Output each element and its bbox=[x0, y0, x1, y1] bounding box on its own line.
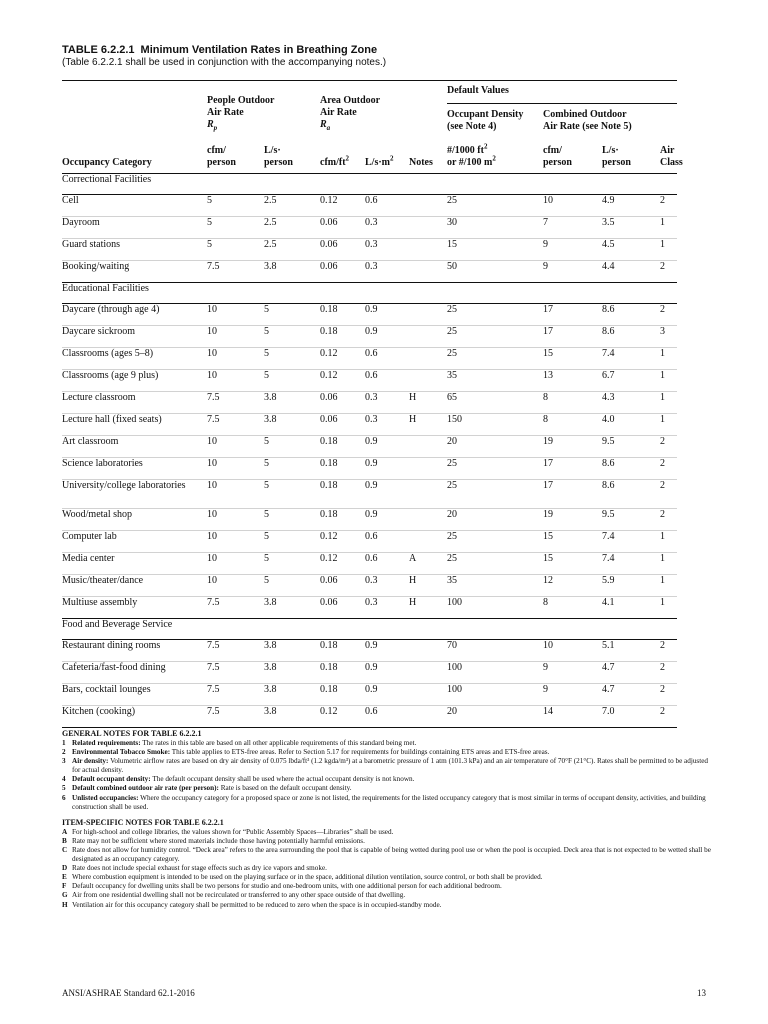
table-subtitle: (Table 6.2.2.1 shall be used in conjunction with the accompanying notes.) bbox=[62, 57, 387, 68]
item-note: B Rate may not be sufficient where stored materials include those having potentially harmful emissions. bbox=[62, 836, 365, 845]
occupant-density-header: Occupant Density (see Note 4) bbox=[447, 109, 524, 132]
standard-name: ANSI/ASHRAE Standard 62.1-2016 bbox=[62, 988, 195, 998]
table-row: Computer lab 10 5 0.12 0.6 25 15 7.4 1 bbox=[62, 531, 677, 553]
item-notes-title: ITEM-SPECIFIC NOTES FOR TABLE 6.2.2.1 bbox=[62, 817, 224, 827]
table-row: Guard stations 5 2.5 0.06 0.3 15 9 4.5 1 bbox=[62, 239, 677, 261]
table-row: Multiuse assembly 7.5 3.8 0.06 0.3 H 100 8 4.1 1 bbox=[62, 597, 677, 619]
general-notes-title: GENERAL NOTES FOR TABLE 6.2.2.1 bbox=[62, 729, 202, 738]
table-row: Restaurant dining rooms 7.5 3.8 0.18 0.9 70 10 5.1 2 bbox=[62, 640, 677, 662]
table-row: Lecture classroom 7.5 3.8 0.06 0.3 H 65 8 4.3 1 bbox=[62, 392, 677, 414]
item-note: E Where combustion equipment is intended to be used on the playing surface or in the space, additional dilution ventilation, source control, or both shall be provided. bbox=[62, 873, 543, 882]
general-note: 5 Default combined outdoor air rate (per person): Rate is based on the default occupant density. bbox=[62, 784, 352, 793]
table-header bbox=[62, 44, 712, 69]
table-number: TABLE 6.2.2.1 bbox=[62, 44, 135, 56]
area-outdoor-air-rate-header: Area Outdoor Air Rate $R_a$ bbox=[320, 81, 409, 134]
page-number: 13 bbox=[697, 988, 706, 998]
rp-cfm-unit-header: cfm/ person bbox=[207, 133, 264, 174]
section-food-beverage bbox=[62, 619, 677, 728]
occupancy-category-header: Occupancy Category bbox=[62, 133, 207, 174]
item-note: C Rate does not allow for humidity control. “Deck area” refers to the area surrounding the pool that is capable of being wetted during pool use or when the pool is occupied. Deck area that is not expected to be wetted shall be designated as an occupancy category. bbox=[62, 845, 711, 864]
combined-outdoor-air-rate-header: Combined Outdoor Air Rate (see Note 5) bbox=[543, 109, 632, 132]
ventilation-rates-table bbox=[62, 80, 683, 728]
item-note: F Default occupancy for dwelling units shall be two persons for studio and one-bedroom units, with one additional person for each additional bedroom. bbox=[62, 882, 502, 891]
ra-ls-unit-header: $L/s\cdot m^2$ bbox=[365, 133, 409, 174]
notes-header: Notes bbox=[409, 133, 447, 174]
table-row: Cafeteria/fast-food dining 7.5 3.8 0.18 0.9 100 9 4.7 2 bbox=[62, 662, 677, 684]
general-note: 2 Environmental Tobacco Smoke: This table applies to ETS-free areas. Refer to Section 5.17 for requirements for buildings containing ETS areas and ETS-free areas. bbox=[62, 748, 550, 757]
people-outdoor-air-rate-header: People Outdoor Air Rate $R_p$ bbox=[207, 81, 320, 134]
item-note: G Air from one residential dwelling shall not be recirculated or transferred to any other space outside of that dwelling. bbox=[62, 891, 406, 900]
item-note: D Rate does not include special exhaust for stage effects such as dry ice vapors and smoke. bbox=[62, 864, 327, 873]
table-row: Classrooms (age 9 plus) 10 5 0.12 0.6 35 13 6.7 1 bbox=[62, 370, 677, 392]
section-correctional bbox=[62, 174, 677, 283]
table-notes bbox=[62, 729, 712, 910]
general-note: 3 Air density: Volumetric airflow rates are based on dry air density of 0.075 lbda/ft³ (1.2 kgda/m³) at a barometric pressure of 1 atm (101.3 kPa) and an air temperature of 70°F (21°C). Rates shall be permitted to be adjusted for actual density. bbox=[62, 757, 709, 775]
general-note: 4 Default occupant density: The default occupant density shall be used where the actual occupant density is not known. bbox=[62, 775, 415, 784]
table-row: Wood/metal shop 10 5 0.18 0.9 20 19 9.5 2 bbox=[62, 509, 677, 531]
item-note: H Ventilation air for this occupancy category shall be permitted to be reduced to zero when the space is in occupied-standby mode. bbox=[62, 900, 442, 909]
comb-cfm-unit-header: cfm/ person bbox=[543, 133, 602, 174]
table-row: University/college laboratories 10 5 0.18 0.9 25 17 8.6 2 bbox=[62, 480, 677, 509]
table-row: Cell 5 2.5 0.12 0.6 25 10 4.9 2 bbox=[62, 195, 677, 217]
table-row: Bars, cocktail lounges 7.5 3.8 0.18 0.9 100 9 4.7 2 bbox=[62, 684, 677, 706]
section-heading: Educational Facilities bbox=[62, 283, 677, 304]
default-values-header: Default Values bbox=[447, 81, 677, 104]
table-row: Dayroom 5 2.5 0.06 0.3 30 7 3.5 1 bbox=[62, 217, 677, 239]
table-row: Science laboratories 10 5 0.18 0.9 25 17 8.6 2 bbox=[62, 458, 677, 480]
table-row: Daycare (through age 4) 10 5 0.18 0.9 25 17 8.6 2 bbox=[62, 304, 677, 326]
rp-ls-unit-header: L/s· person bbox=[264, 133, 320, 174]
air-class-header: Air Class bbox=[660, 133, 677, 174]
comb-ls-unit-header: L/s· person bbox=[602, 133, 660, 174]
table-title bbox=[62, 44, 712, 57]
table-row: Music/theater/dance 10 5 0.06 0.3 H 35 12 5.9 1 bbox=[62, 575, 677, 597]
table-row: Art classroom 10 5 0.18 0.9 20 19 9.5 2 bbox=[62, 436, 677, 458]
section-educational bbox=[62, 283, 677, 619]
table-row: Media center 10 5 0.12 0.6 A 25 15 7.4 1 bbox=[62, 553, 677, 575]
table-title-text: Minimum Ventilation Rates in Breathing Zone bbox=[140, 44, 378, 56]
density-unit-header: #/1000 $ft^2$ or #/100 $m^2$ bbox=[447, 133, 543, 174]
table-row: Booking/waiting 7.5 3.8 0.06 0.3 50 9 4.4 2 bbox=[62, 261, 677, 283]
table-row: Kitchen (cooking) 7.5 3.8 0.12 0.6 20 14 7.0 2 bbox=[62, 706, 677, 728]
table-row: Daycare sickroom 10 5 0.18 0.9 25 17 8.6 3 bbox=[62, 326, 677, 348]
item-note: A For high-school and college libraries, the values shown for “Public Assembly Spaces—Libraries” shall be used. bbox=[62, 827, 394, 836]
general-note: 6 Unlisted occupancies: Where the occupancy category for a proposed space or zone is not listed, the requirements for the listed occupancy category that is most similar in terms of occupant density, activities, and building construction shall be used. bbox=[62, 793, 706, 811]
general-note: 1 Related requirements: The rates in this table are based on all other applicable requirements of this standard being met. bbox=[62, 739, 417, 747]
table-row: Lecture hall (fixed seats) 7.5 3.8 0.06 0.3 H 150 8 4.0 1 bbox=[62, 414, 677, 436]
section-heading: Food and Beverage Service bbox=[62, 619, 677, 640]
section-heading: Correctional Facilities bbox=[62, 174, 677, 195]
ra-cfm-unit-header: cfm/$ft^2$ bbox=[320, 133, 365, 174]
table-row: Classrooms (ages 5–8) 10 5 0.12 0.6 25 15 7.4 1 bbox=[62, 348, 677, 370]
